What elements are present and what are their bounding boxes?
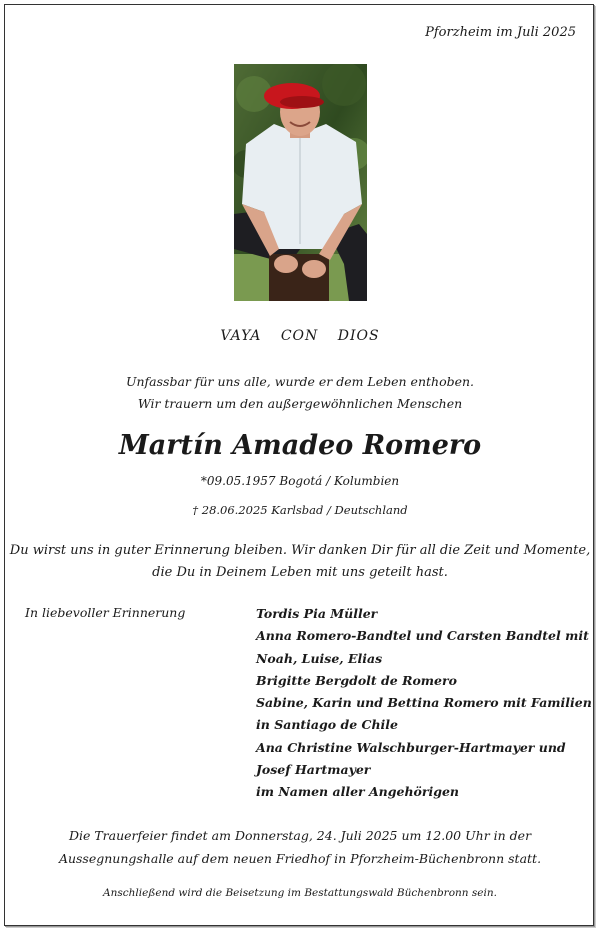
remembrance-text <box>0 540 600 584</box>
portrait-photo <box>234 64 367 301</box>
motto: VAYA CON DIOS <box>220 328 380 344</box>
mourner-line: Josef Hartmayer <box>256 762 371 778</box>
burial-info: Anschließend wird die Beisetzung im Bestattungswald Büchenbronn sein. <box>103 887 497 899</box>
service-line-2: Aussegnungshalle auf dem neuen Friedhof in Pforzheim-Büchenbronn statt. <box>58 851 542 866</box>
mourners-label: In liebevoller Erinnerung <box>25 605 186 620</box>
place-date: Pforzheim im Juli 2025 <box>425 25 576 40</box>
service-info <box>0 824 600 870</box>
death-info: † 28.06.2025 Karlsbad / Deutschland <box>192 503 408 517</box>
intro-line-2: Wir trauern um den außergewöhnlichen Menschen <box>137 396 463 411</box>
portrait-photo-image <box>234 64 367 301</box>
mourner-line: in Santiago de Chile <box>256 717 398 733</box>
birth-info: *09.05.1957 Bogotá / Kolumbien <box>200 474 400 488</box>
mourners-list <box>256 603 592 804</box>
mourner-line: Ana Christine Walschburger-Hartmayer und <box>256 739 566 755</box>
intro-line-1: Unfassbar für uns alle, wurde er dem Leben enthoben. <box>125 374 475 389</box>
remembrance-line-1: Du wirst uns in guter Erinnerung bleiben. Wir danken Dir für all die Zeit und Momente, <box>9 543 591 558</box>
mourner-line: Anna Romero-Bandtel und Carsten Bandtel mit <box>256 628 589 644</box>
mourner-line: Sabine, Karin und Bettina Romero mit Familien <box>256 695 592 711</box>
mourner-line: Tordis Pia Müller <box>256 606 378 621</box>
mourner-line: Noah, Luise, Elias <box>256 650 383 666</box>
service-line-1: Die Trauerfeier findet am Donnerstag, 24. Juli 2025 um 12.00 Uhr in der <box>68 828 532 843</box>
mourner-line: im Namen aller Angehörigen <box>256 784 459 800</box>
deceased-name: Martín Amadeo Romero <box>118 430 482 461</box>
intro-text <box>0 371 600 415</box>
mourner-line: Brigitte Bergdolt de Romero <box>256 672 457 688</box>
remembrance-line-2: die Du in Deinem Leben mit uns geteilt hast. <box>152 565 448 580</box>
